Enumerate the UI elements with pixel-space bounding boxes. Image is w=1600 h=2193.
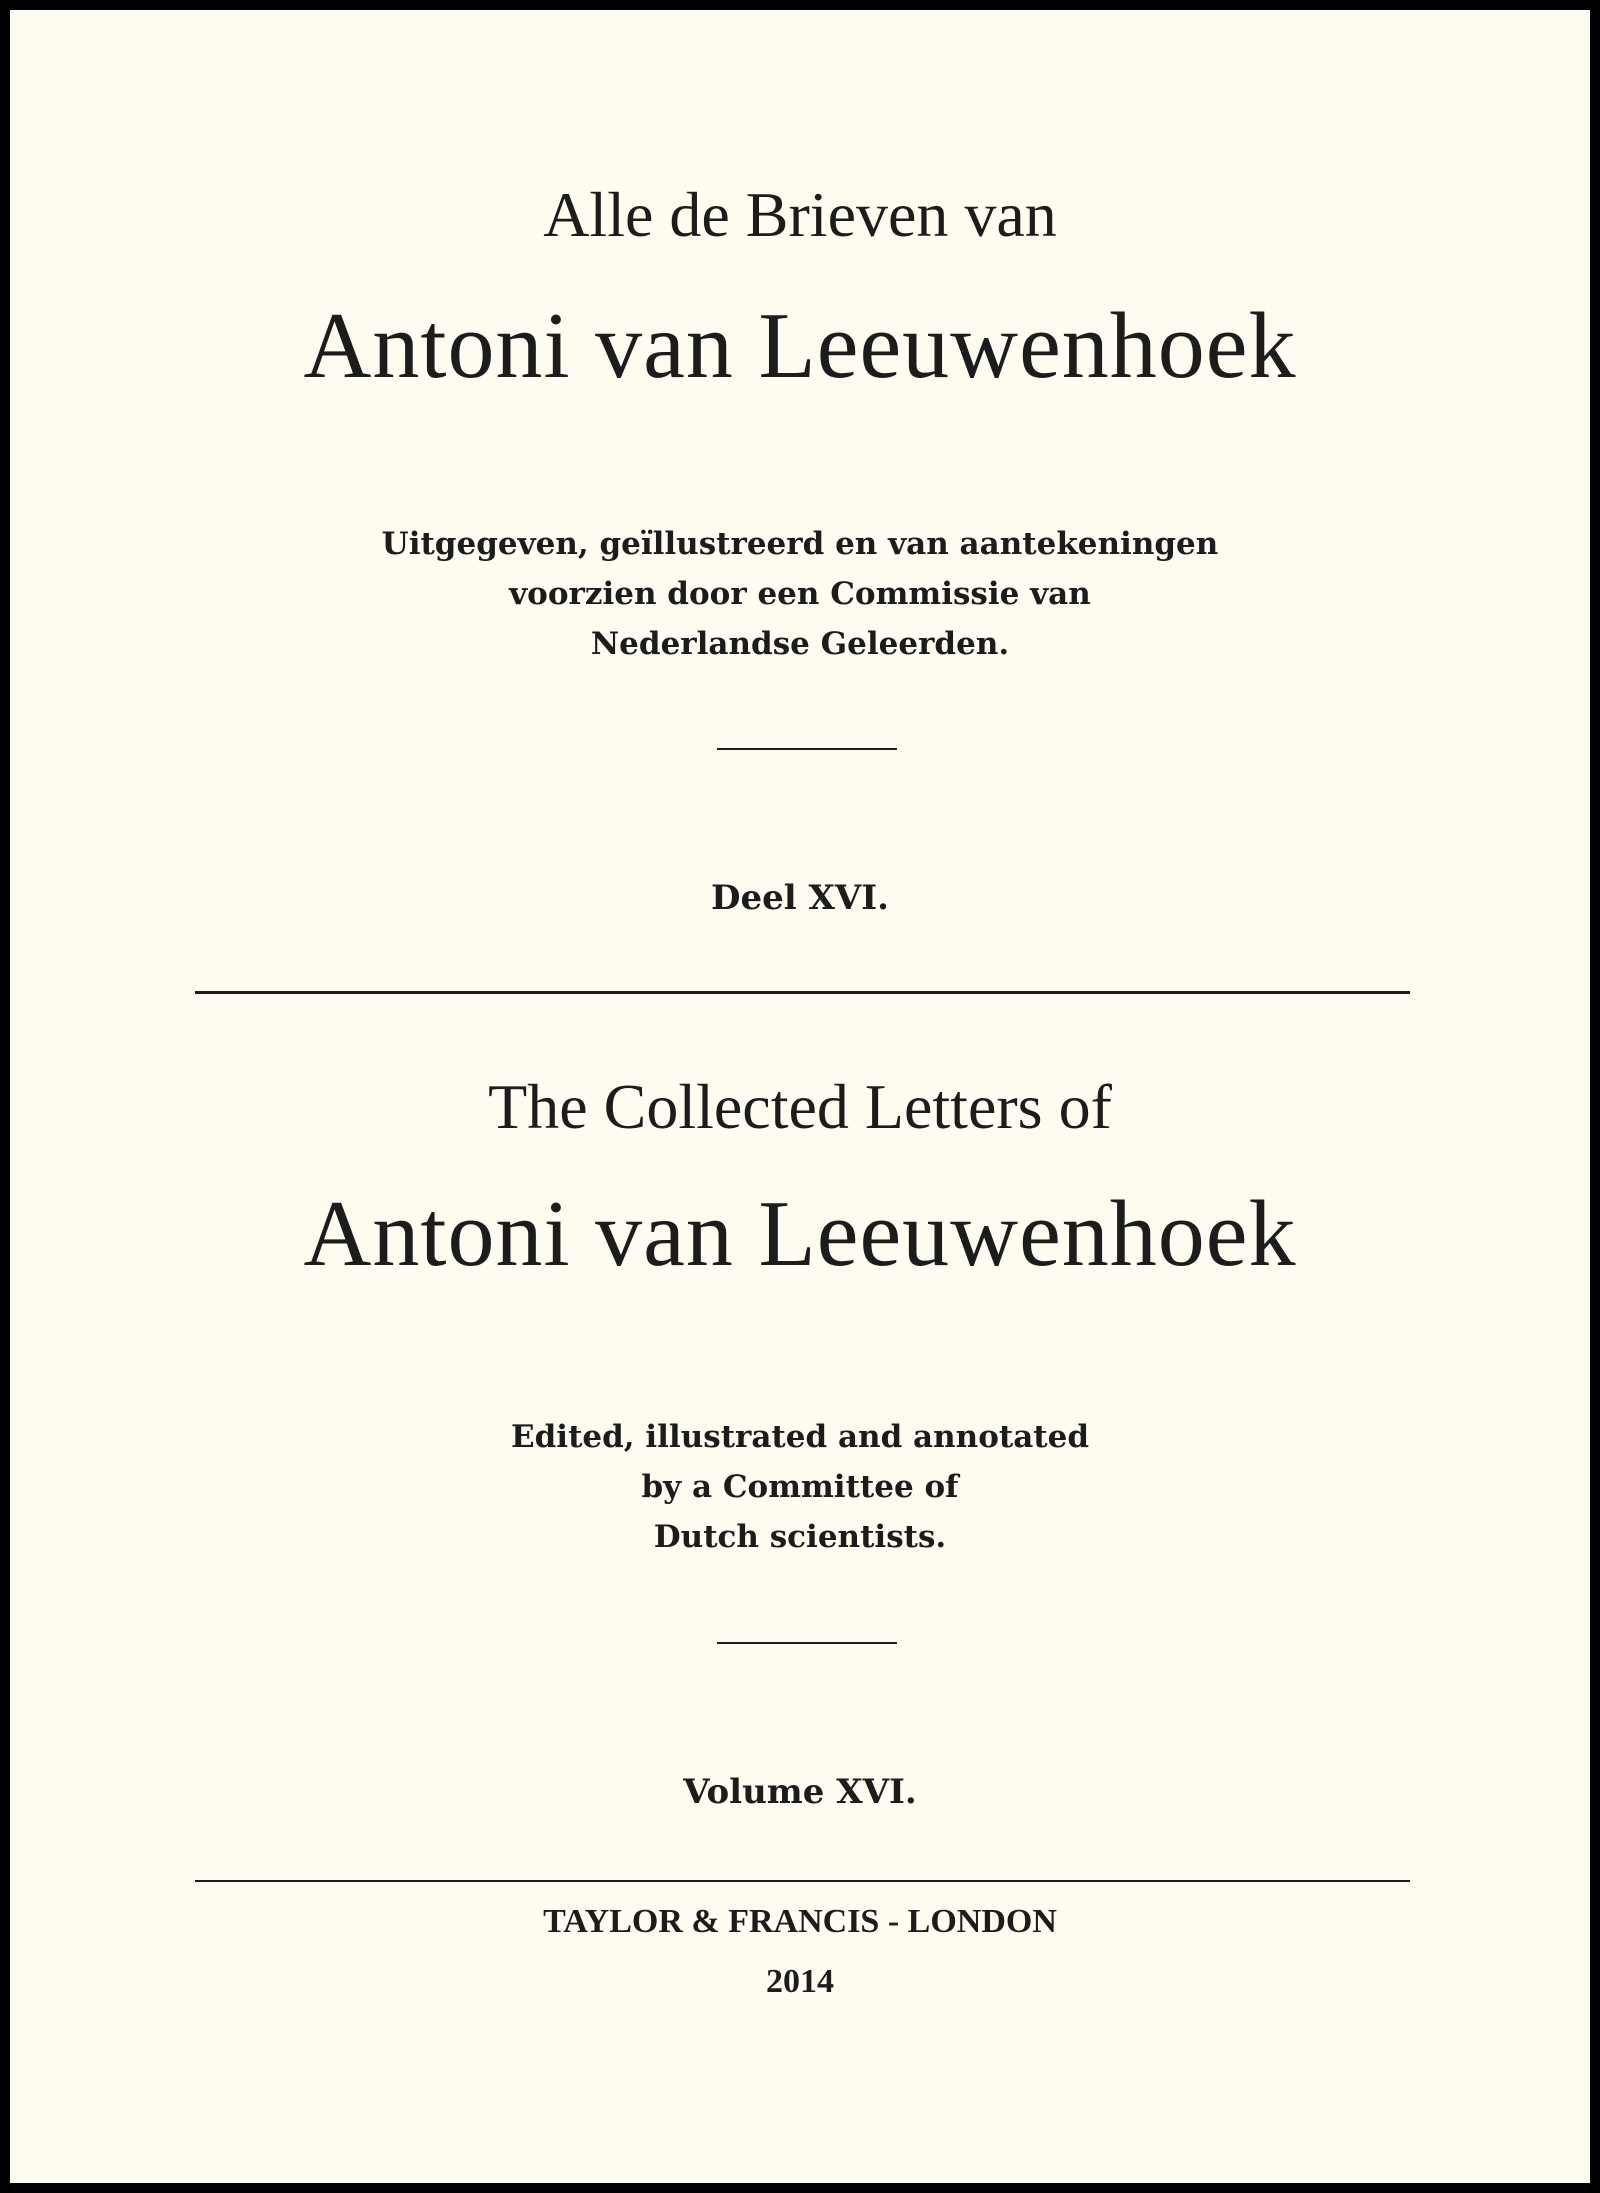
dutch-title-author: Antoni van Leeuwenhoek — [303, 294, 1297, 398]
english-title-author: Antoni van Leeuwenhoek — [303, 1182, 1297, 1286]
dutch-short-divider — [717, 748, 897, 750]
dutch-description-line1: Uitgegeven, geïllustreerd en van aantekeningen — [381, 526, 1219, 562]
english-short-divider — [717, 1642, 897, 1644]
publisher-divider — [195, 1880, 1410, 1882]
publisher-name: TAYLOR & FRANCIS - LONDON — [543, 1903, 1057, 1940]
english-description-line3: Dutch scientists. — [653, 1519, 947, 1555]
english-description-line2: by a Committee of — [641, 1469, 959, 1505]
dutch-description-line2: voorzien door een Commissie van — [509, 576, 1091, 612]
publication-year: 2014 — [766, 1963, 834, 2000]
title-page — [10, 10, 1590, 2183]
section-divider — [195, 991, 1410, 994]
english-description-line1: Edited, illustrated and annotated — [510, 1419, 1089, 1455]
dutch-description-line3: Nederlandse Geleerden. — [590, 626, 1010, 662]
english-volume: Volume XVI. — [683, 1772, 917, 1812]
english-title-line1: The Collected Letters of — [488, 1071, 1112, 1142]
dutch-volume: Deel XVI. — [710, 878, 889, 918]
dutch-title-line1: Alle de Brieven van — [543, 179, 1057, 250]
